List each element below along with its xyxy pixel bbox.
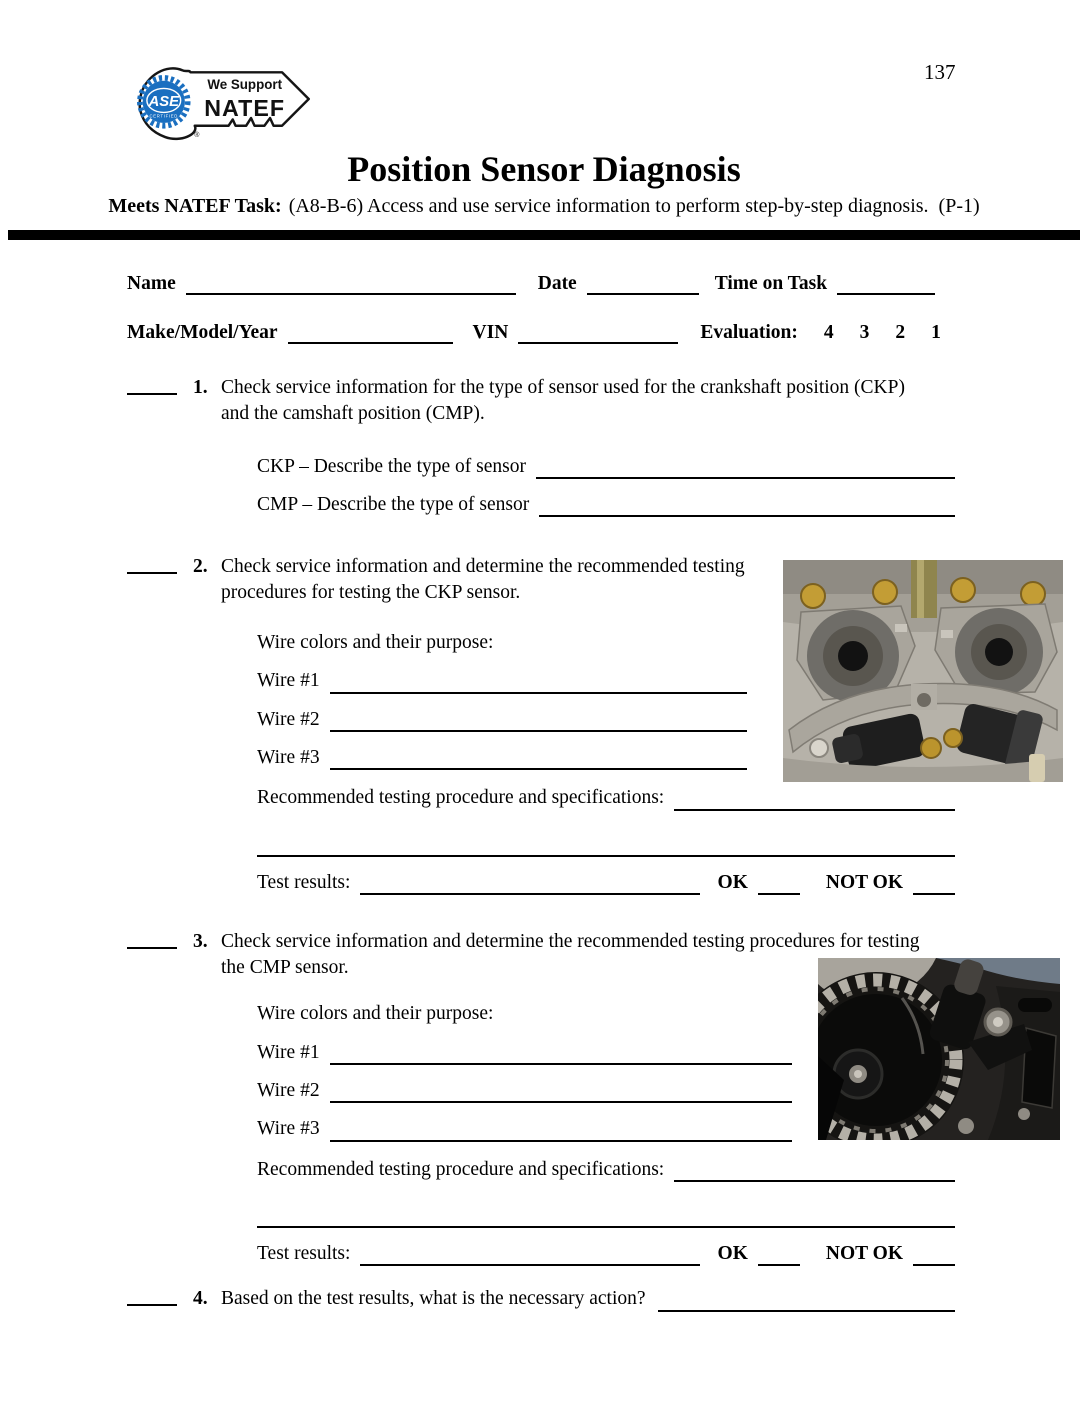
- ckp-wire1-row: [257, 668, 747, 693]
- task-item-4: [127, 1286, 955, 1312]
- time-on-task-label: Time on Task: [714, 273, 828, 295]
- test-results-label-2: Test results:: [257, 1243, 351, 1265]
- cmp-test-results-row: [257, 1241, 955, 1266]
- wire3-label-2: Wire #3: [257, 1118, 320, 1140]
- cmp-recommended-blank-line: [674, 1168, 955, 1182]
- ckp-wire1-blank-line: [330, 680, 747, 694]
- item-1-text: Check service information for the type of sensor used for the crankshaft position (CKP) and the camshaft position (CMP).: [221, 377, 905, 424]
- wire-colors-label: Wire colors and their purpose:: [257, 631, 494, 653]
- header-divider-rule: [8, 230, 1080, 240]
- item-2-number: 2.: [193, 556, 208, 578]
- ase-certified-text: CERTIFIED: [149, 113, 179, 119]
- cmp-wire2-blank-line: [330, 1089, 792, 1103]
- name-blank-line: [186, 281, 516, 295]
- natef-task-line: [102, 194, 986, 220]
- cmp-wire1-row: [257, 1040, 792, 1065]
- page-number: 137: [924, 60, 956, 84]
- ok-label-2: OK: [717, 1243, 748, 1265]
- registered-mark: ®: [194, 132, 200, 140]
- reluctor-wheel-illustration: [818, 958, 1060, 1140]
- name-label: Name: [127, 273, 176, 295]
- ckp-recommended-row: [257, 785, 955, 810]
- wire2-label-2: Wire #2: [257, 1080, 320, 1102]
- natef-text: NATEF: [204, 94, 286, 121]
- recommended-label: Recommended testing procedure and specifications:: [257, 787, 665, 809]
- ckp-not-ok-blank-line: [913, 881, 955, 895]
- meets-natef-task-label: Meets NATEF Task:: [108, 194, 282, 217]
- item-1-number: 1.: [193, 377, 208, 399]
- cmp-not-ok-blank-line: [913, 1252, 955, 1266]
- ckp-wire2-blank-line: [330, 718, 747, 732]
- cmp-writing-blank-line: [257, 1182, 955, 1228]
- cmp-describe-label: CMP – Describe the type of sensor: [257, 494, 530, 515]
- make-model-year-label: Make/Model/Year: [127, 322, 278, 344]
- item-2-completion-blank: [127, 554, 177, 574]
- ckp-wire3-blank-line: [330, 756, 747, 770]
- natef-task-text: (A8-B-6) Access and use service information to perform step-by-step diagnosis. (P-1): [288, 194, 980, 217]
- ok-label: OK: [717, 871, 748, 893]
- necessary-action-blank-line: [658, 1298, 955, 1312]
- ckp-writing-blank-line: [257, 811, 955, 857]
- natef-logo: [130, 54, 320, 150]
- cmp-wire3-row: [257, 1116, 792, 1141]
- item-4-number: 4.: [193, 1288, 208, 1310]
- wire2-label: Wire #2: [257, 708, 320, 730]
- evaluation-score-4: 4: [823, 322, 834, 344]
- ase-badge-text: ASE: [148, 94, 179, 111]
- wire-colors-label-2: Wire colors and their purpose:: [257, 1003, 494, 1025]
- natef-key-logo-graphic: [130, 54, 320, 149]
- item-1-completion-blank: [127, 375, 177, 395]
- cmp-describe-row: [257, 492, 955, 517]
- date-label: Date: [537, 273, 577, 295]
- item-4-completion-blank: [127, 1286, 177, 1306]
- task-item-1: [127, 375, 955, 426]
- time-on-task-blank-line: [837, 281, 935, 295]
- ckp-test-results-row: [257, 870, 955, 895]
- wire3-label: Wire #3: [257, 746, 320, 768]
- date-blank-line: [587, 281, 699, 295]
- name-date-row: [127, 273, 955, 295]
- ckp-wire3-row: [257, 745, 747, 770]
- test-results-label: Test results:: [257, 871, 351, 893]
- make-model-year-blank-line: [288, 330, 453, 344]
- item-4-row: [221, 1286, 955, 1312]
- cmp-recommended-row: [257, 1157, 955, 1182]
- not-ok-label: NOT OK: [825, 871, 903, 893]
- cmp-wire2-row: [257, 1078, 792, 1103]
- ckp-describe-blank-line: [536, 465, 955, 479]
- form-content: [127, 273, 955, 1312]
- ckp-recommended-blank-line: [674, 797, 955, 811]
- page-title: Position Sensor Diagnosis: [347, 149, 741, 189]
- wire1-label-2: Wire #1: [257, 1041, 320, 1063]
- ckp-describe-row: [257, 454, 955, 479]
- ckp-sensor-photo: [783, 560, 1063, 782]
- cmp-wire3-blank-line: [330, 1128, 792, 1142]
- cmp-test-results-blank-line: [360, 1252, 699, 1266]
- item-3-number: 3.: [193, 930, 208, 952]
- item-3-text: Check service information and determine the recommended testing procedures for testing the CMP sensor.: [221, 930, 920, 978]
- not-ok-label-2: NOT OK: [825, 1243, 903, 1265]
- recommended-label-2: Recommended testing procedure and specifications:: [257, 1158, 665, 1180]
- cmp-sensor-photo: [818, 958, 1060, 1140]
- item-4-text: Based on the test results, what is the necessary action?: [221, 1288, 646, 1310]
- ckp-test-results-blank-line: [360, 881, 699, 895]
- item-3-completion-blank: [127, 929, 177, 949]
- wire1-label: Wire #1: [257, 670, 320, 692]
- cmp-ok-blank-line: [758, 1252, 800, 1266]
- evaluation-score-3: 3: [859, 322, 870, 344]
- ckp-wire2-row: [257, 707, 747, 732]
- vehicle-info-row: [127, 322, 955, 344]
- vin-blank-line: [518, 330, 678, 344]
- evaluation-score-1: 1: [931, 322, 941, 344]
- item-2-text: Check service information and determine the recommended testing procedures for testing the CKP sensor.: [221, 556, 745, 604]
- ckp-ok-blank-line: [758, 881, 800, 895]
- evaluation-score-2: 2: [895, 322, 906, 344]
- vin-label: VIN: [472, 322, 509, 344]
- ckp-describe-label: CKP – Describe the type of sensor: [257, 455, 526, 477]
- we-support-text: We Support: [207, 77, 283, 93]
- evaluation-label: Evaluation:: [700, 322, 798, 344]
- engine-front-illustration: [783, 560, 1063, 782]
- cmp-wire1-blank-line: [330, 1051, 792, 1065]
- cmp-describe-blank-line: [539, 503, 955, 517]
